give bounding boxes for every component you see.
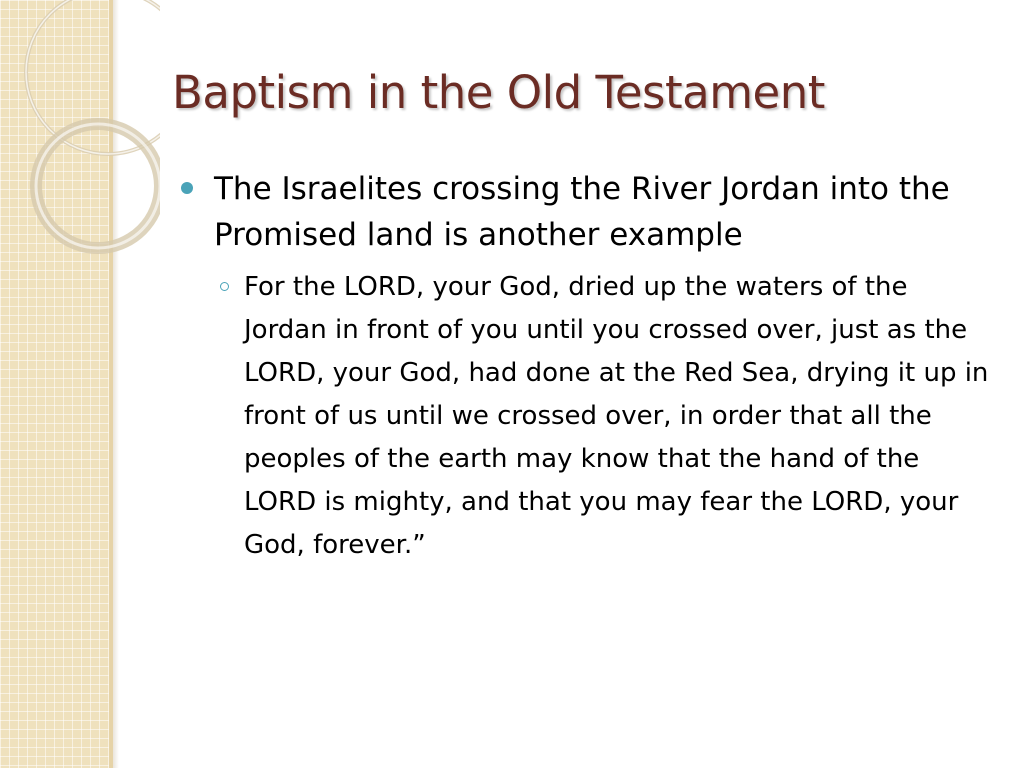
hollow-circle-bullet-icon [220, 282, 229, 291]
sub-bullet-text: For the LORD, your God, dried up the waters of the Jordan in front of you until you crossed over, just as the LORD, your God, had done at the Red Sea, drying it up in front of us until we crossed over, in order that all the peoples of the earth may know that the hand of the LORD is mighty, and that you may fear the LORD, your God, forever.” [244, 272, 989, 560]
bullet-item [176, 166, 954, 258]
slide-title: Baptism in the Old Testament [172, 66, 825, 119]
filled-circle-bullet-icon [181, 182, 193, 194]
sub-bullet-item [214, 266, 990, 567]
ring-ornament-icon [0, 0, 160, 260]
bullet-text: The Israelites crossing the River Jordan into the Promised land is another example [214, 171, 950, 253]
slide-body [176, 166, 996, 567]
